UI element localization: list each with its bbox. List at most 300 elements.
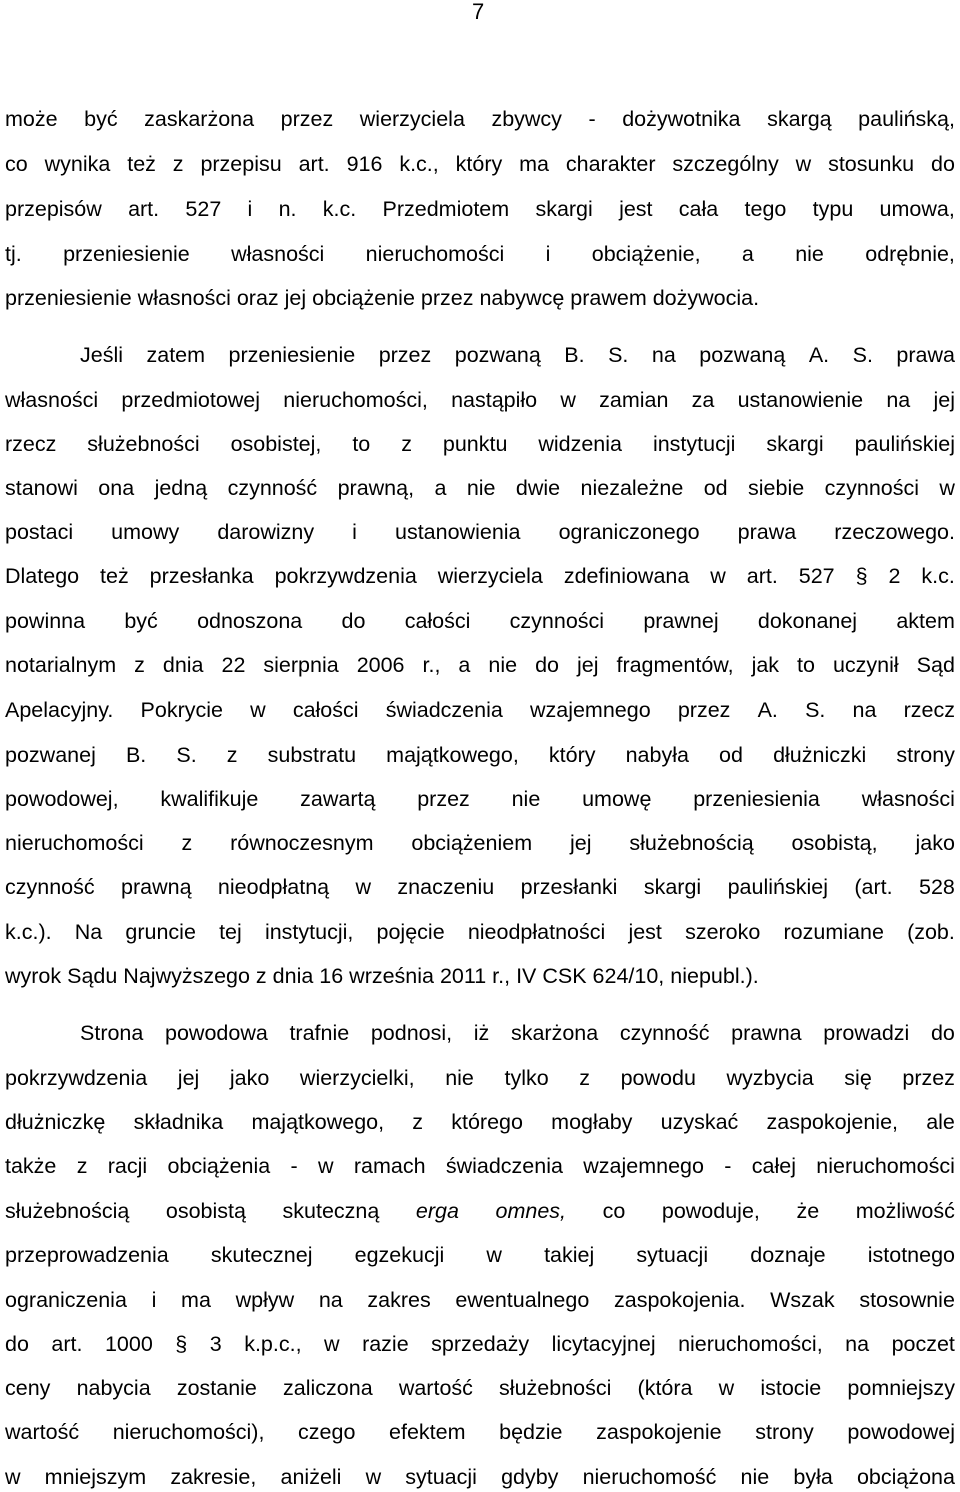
word: skargi — [643, 875, 702, 899]
word: skutecznej — [210, 1243, 313, 1267]
word: przeniesienia — [693, 787, 820, 811]
word: nieruchomości — [5, 831, 144, 855]
word: nieruchomości — [365, 242, 505, 266]
text-line — [5, 828, 955, 858]
word: rzeczowego. — [834, 520, 955, 544]
word: umowa, — [879, 197, 955, 221]
word: własności — [5, 388, 99, 412]
word: przepisów — [5, 197, 102, 221]
word: przeniesienie — [63, 242, 190, 266]
word: gruncie — [125, 920, 196, 944]
word: ustanowienie — [737, 388, 864, 412]
word: i — [545, 242, 551, 266]
word: umowy — [111, 520, 180, 544]
word: była — [793, 1465, 833, 1489]
word: - — [290, 1154, 298, 1178]
word: w — [486, 1243, 502, 1267]
word: a — [434, 476, 447, 500]
word: dwie — [515, 476, 561, 500]
word: służebności — [499, 1376, 612, 1400]
word: iż — [473, 1021, 490, 1045]
word: prowadzi — [823, 1021, 910, 1045]
text-line — [5, 473, 955, 503]
word: (art. — [854, 875, 893, 899]
word: w — [560, 388, 576, 412]
word: Pokrycie — [140, 698, 223, 722]
word: rozumiane — [783, 920, 884, 944]
word: wartość — [5, 1420, 80, 1444]
word: k.c. — [921, 564, 955, 588]
word: stanowi — [5, 476, 78, 500]
word: i — [247, 197, 253, 221]
text-line — [5, 239, 955, 269]
word: Apelacyjny. — [5, 698, 114, 722]
word: kwalifikuje — [160, 787, 259, 811]
word: który — [455, 152, 503, 176]
text-line — [5, 740, 955, 770]
word: obciążeniem — [411, 831, 533, 855]
word: świadczenia — [445, 1154, 563, 1178]
word: istotnego — [867, 1243, 955, 1267]
word: czynność — [619, 1021, 710, 1045]
word: art. — [128, 197, 160, 221]
word: z — [226, 743, 238, 767]
word: prawa — [896, 343, 955, 367]
word: Strona — [80, 1021, 144, 1045]
text-line: wyrok Sądu Najwyższego z dnia 16 września 2011 r., IV CSK 624/10, niepubl.). — [5, 964, 759, 988]
word: od — [719, 743, 743, 767]
word: jest — [619, 197, 653, 221]
word: ale — [926, 1110, 955, 1134]
word: trafnie — [289, 1021, 350, 1045]
word: do — [931, 152, 955, 176]
text-line — [5, 695, 955, 725]
word: przedmiotowej — [121, 388, 261, 412]
word: nie — [466, 476, 496, 500]
word: być — [84, 107, 118, 131]
word: przesłanka — [149, 564, 254, 588]
word: pozwanej — [5, 743, 96, 767]
word: że — [796, 1199, 820, 1223]
text-line — [5, 784, 955, 814]
word: nieruchomości, — [283, 388, 428, 412]
text-line — [5, 194, 955, 224]
word: pokrzywdzenia — [274, 564, 417, 588]
word: sprzedaży — [431, 1332, 530, 1356]
word: fragmentów, — [616, 653, 734, 677]
word: przez — [902, 1066, 955, 1090]
word: jej — [177, 1066, 200, 1090]
word: ograniczenia — [5, 1288, 127, 1312]
word: całości — [292, 698, 359, 722]
word: efektem — [389, 1420, 466, 1444]
word: charakter — [565, 152, 656, 176]
word: 2006 — [356, 653, 405, 677]
word: nieruchomości — [816, 1154, 955, 1178]
word: będzie — [499, 1420, 563, 1444]
word: w — [5, 1465, 21, 1489]
word: być — [124, 609, 158, 633]
word: na — [651, 343, 676, 367]
word: art. — [298, 152, 330, 176]
word: z — [412, 1110, 424, 1134]
word: czynność — [227, 476, 318, 500]
word: sytuacji — [636, 1243, 709, 1267]
word: paulińskiej — [854, 432, 955, 456]
word: służebności — [87, 432, 200, 456]
word: licytacyjnej — [551, 1332, 656, 1356]
word: uczynił — [832, 653, 899, 677]
word: w — [795, 152, 812, 176]
word: sytuacji — [405, 1465, 477, 1489]
word: czynność — [5, 875, 95, 899]
word: pozwaną — [699, 343, 786, 367]
word: przepisu — [200, 152, 282, 176]
word: szeroko — [685, 920, 761, 944]
word: do — [930, 1021, 955, 1045]
word: w — [710, 564, 726, 588]
word: nie — [740, 1465, 770, 1489]
word: jako — [915, 831, 955, 855]
word: z — [172, 152, 184, 176]
word: także — [5, 1154, 57, 1178]
word: też — [100, 564, 129, 588]
word: zaspokojenie — [596, 1420, 722, 1444]
word: zakresie, — [170, 1465, 257, 1489]
word: przesłanki — [520, 875, 618, 899]
word: z — [134, 653, 145, 677]
word: prawa — [737, 520, 797, 544]
text-line — [5, 429, 955, 459]
word: k.c. — [322, 197, 357, 221]
word: tego — [744, 197, 787, 221]
word: § — [175, 1332, 188, 1356]
word: nieodpłatności — [467, 920, 606, 944]
word: - — [588, 107, 596, 131]
word: wzajemnego — [583, 1154, 704, 1178]
text-line — [5, 917, 955, 947]
word: r., — [422, 653, 441, 677]
word: a — [741, 242, 754, 266]
word: w — [250, 698, 266, 722]
word: k.c.). — [5, 920, 52, 944]
word: S. — [805, 698, 826, 722]
word: paulińską, — [858, 107, 955, 131]
word: wartość — [398, 1376, 473, 1400]
word: pokrzywdzenia — [5, 1066, 148, 1090]
word: powodu — [620, 1066, 696, 1090]
word: przez — [280, 107, 334, 131]
word: zbywcy — [491, 107, 562, 131]
word: B. — [564, 343, 585, 367]
word: zaspokojenia. — [613, 1288, 746, 1312]
word: pomniejszy — [847, 1376, 955, 1400]
word: nabyła — [625, 743, 689, 767]
word: też — [127, 152, 156, 176]
word: służebnością — [629, 831, 754, 855]
word: zawartą — [300, 787, 376, 811]
word: ramach — [353, 1154, 426, 1178]
word: który — [548, 743, 596, 767]
word: dożywotnika — [622, 107, 741, 131]
word: ma — [519, 152, 549, 176]
word: Jeśli — [80, 343, 124, 367]
word: zatem — [146, 343, 206, 367]
word: na — [845, 1332, 870, 1356]
word: majątkowego, — [386, 743, 519, 767]
word: Dlatego — [5, 564, 80, 588]
page-number: 7 — [472, 0, 485, 24]
word: zostanie — [176, 1376, 257, 1400]
word: umowę — [582, 787, 652, 811]
word: dokonanej — [757, 609, 858, 633]
word: n. — [278, 197, 297, 221]
word: nie — [795, 242, 824, 266]
word: powinna — [5, 609, 86, 633]
text-line — [5, 149, 955, 179]
word: stosunku — [828, 152, 915, 176]
text-line — [5, 1285, 955, 1315]
word: sierpnia — [263, 653, 339, 677]
word: mniejszym — [44, 1465, 147, 1489]
word: całości — [404, 609, 471, 633]
word: cała — [678, 197, 719, 221]
text-line — [5, 650, 955, 680]
word: (która — [637, 1376, 693, 1400]
word: pojęcie — [376, 920, 445, 944]
word: tj. — [5, 242, 22, 266]
word: wierzycielki, — [299, 1066, 415, 1090]
word: za — [691, 388, 715, 412]
text-line — [5, 517, 955, 547]
word: mogłaby — [551, 1110, 633, 1134]
word: pozwaną — [454, 343, 541, 367]
word: jej — [576, 653, 599, 677]
word: szczególny — [672, 152, 779, 176]
word: notarialnym — [5, 653, 117, 677]
word: dnia — [162, 653, 204, 677]
word: rzecz — [903, 698, 955, 722]
word: strony — [896, 743, 955, 767]
word: którego — [451, 1110, 523, 1134]
word: odrębnie, — [865, 242, 955, 266]
word: przez — [378, 343, 432, 367]
word: k.p.c., — [244, 1332, 302, 1356]
word: na — [318, 1288, 343, 1312]
text-line — [5, 1063, 955, 1093]
text-line — [80, 340, 955, 370]
word: składnika — [133, 1110, 224, 1134]
word: na — [886, 388, 911, 412]
word: się — [844, 1066, 872, 1090]
word: widzenia — [538, 432, 623, 456]
word: skuteczną — [282, 1199, 380, 1223]
word: art. — [746, 564, 778, 588]
word: w — [318, 1154, 334, 1178]
word: wpływ — [235, 1288, 295, 1312]
word: świadczenia — [385, 698, 503, 722]
word: k.c., — [399, 152, 439, 176]
word: jest — [628, 920, 662, 944]
word: podnosi, — [370, 1021, 453, 1045]
word: przez — [417, 787, 470, 811]
word: i — [151, 1288, 157, 1312]
word: skarżona — [510, 1021, 599, 1045]
word: czynności — [824, 476, 920, 500]
word: punktu — [442, 432, 508, 456]
word: wyzbycia — [726, 1066, 814, 1090]
word: obciążenie, — [591, 242, 701, 266]
word: Wszak — [770, 1288, 835, 1312]
word: nieodpłatną — [217, 875, 330, 899]
word: wzajemnego — [529, 698, 651, 722]
word: obciążona — [856, 1465, 955, 1489]
word: racji — [107, 1154, 148, 1178]
word: nieruchomość — [582, 1465, 717, 1489]
word: § — [855, 564, 868, 588]
word: siebie — [748, 476, 805, 500]
word: doznaje — [750, 1243, 826, 1267]
word: tylko — [504, 1066, 549, 1090]
word: czynności — [509, 609, 605, 633]
word: aniżeli — [280, 1465, 342, 1489]
word: omnes, — [495, 1199, 567, 1223]
word: S. — [176, 743, 197, 767]
word: całej — [751, 1154, 796, 1178]
word: nie — [445, 1066, 474, 1090]
word: prawną — [121, 875, 192, 899]
word: przeniesienie — [228, 343, 356, 367]
word: zaliczona — [283, 1376, 373, 1400]
word: rzecz — [5, 432, 57, 456]
word: prawna — [731, 1021, 802, 1045]
word: równoczesnym — [230, 831, 374, 855]
text-line: przeniesienie własności oraz jej obciążenie przez nabywcę prawem dożywocia. — [5, 286, 760, 310]
word: poczet — [891, 1332, 955, 1356]
word: odnoszona — [197, 609, 303, 633]
word: niezależne — [580, 476, 684, 500]
word: dłużniczki — [773, 743, 867, 767]
text-line — [5, 1107, 955, 1137]
word: do — [341, 609, 366, 633]
word: A. — [757, 698, 778, 722]
word: S. — [608, 343, 629, 367]
word: jedną — [154, 476, 208, 500]
word: z — [579, 1066, 591, 1090]
word: instytucji — [652, 432, 736, 456]
word: to — [352, 432, 371, 456]
word: nieruchomości, — [678, 1332, 823, 1356]
word: wynika — [44, 152, 111, 176]
word: w — [365, 1465, 382, 1489]
word: - — [724, 1154, 732, 1178]
text-line — [5, 1462, 955, 1492]
word: S. — [852, 343, 873, 367]
text-line — [5, 1151, 955, 1181]
word: takiej — [544, 1243, 595, 1267]
word: gdyby — [501, 1465, 559, 1489]
word: przez — [677, 698, 731, 722]
word: powodowej, — [5, 787, 119, 811]
word: nabycia — [76, 1376, 151, 1400]
word: prawną, — [337, 476, 415, 500]
word: obciążenia — [167, 1154, 271, 1178]
word: jej — [569, 831, 592, 855]
word: własności — [231, 242, 325, 266]
word: strony — [755, 1420, 814, 1444]
word: osobistą, — [791, 831, 878, 855]
word: zdefiniowana — [563, 564, 690, 588]
word: 1000 — [104, 1332, 153, 1356]
word: w — [718, 1376, 735, 1400]
word: jako — [229, 1066, 270, 1090]
word: możliwość — [855, 1199, 955, 1223]
word: postaci — [5, 520, 74, 544]
word: egzekucji — [354, 1243, 445, 1267]
word: uzyskać — [660, 1110, 739, 1134]
word: typu — [812, 197, 854, 221]
word: ustanowienia — [395, 520, 521, 544]
text-line — [5, 606, 955, 636]
text-line — [80, 1018, 955, 1048]
word: majątkowego, — [251, 1110, 385, 1134]
word: osobistej, — [230, 432, 322, 456]
word: B. — [125, 743, 147, 767]
word: wierzyciela — [359, 107, 465, 131]
word: skargi — [535, 197, 593, 221]
word: istocie — [760, 1376, 822, 1400]
word: co — [602, 1199, 626, 1223]
text-line — [5, 1373, 955, 1403]
word: zaskarżona — [144, 107, 255, 131]
word: na — [852, 698, 877, 722]
text-line — [5, 1240, 955, 1270]
word: instytucji, — [264, 920, 354, 944]
word: zamian — [599, 388, 669, 412]
word: nie — [511, 787, 541, 811]
word: ograniczonego — [558, 520, 700, 544]
word: 3 — [209, 1332, 222, 1356]
word: z — [181, 831, 193, 855]
word: w — [939, 476, 955, 500]
word: (zob. — [907, 920, 955, 944]
word: ona — [98, 476, 135, 500]
word: i — [352, 520, 357, 544]
word: jak — [751, 653, 780, 677]
text-line — [5, 561, 955, 591]
word: nastąpiło — [451, 388, 538, 412]
word: aktem — [896, 609, 955, 633]
word: Sąd — [916, 653, 955, 677]
word: powoduje, — [661, 1199, 760, 1223]
word: przeprowadzenia — [5, 1243, 169, 1267]
word: co — [5, 152, 28, 176]
word: 528 — [919, 875, 955, 899]
text-line — [5, 1417, 955, 1447]
word: A. — [808, 343, 830, 367]
word: erga — [415, 1199, 459, 1223]
word: a — [458, 653, 471, 677]
text-line — [5, 1329, 955, 1359]
text-line — [5, 104, 955, 134]
word: powodowej — [847, 1420, 955, 1444]
word: służebnością — [5, 1199, 130, 1223]
word: ewentualnego — [455, 1288, 590, 1312]
word: Na — [74, 920, 103, 944]
word: zakres — [367, 1288, 431, 1312]
word: prawnej — [643, 609, 719, 633]
word: nie — [488, 653, 518, 677]
